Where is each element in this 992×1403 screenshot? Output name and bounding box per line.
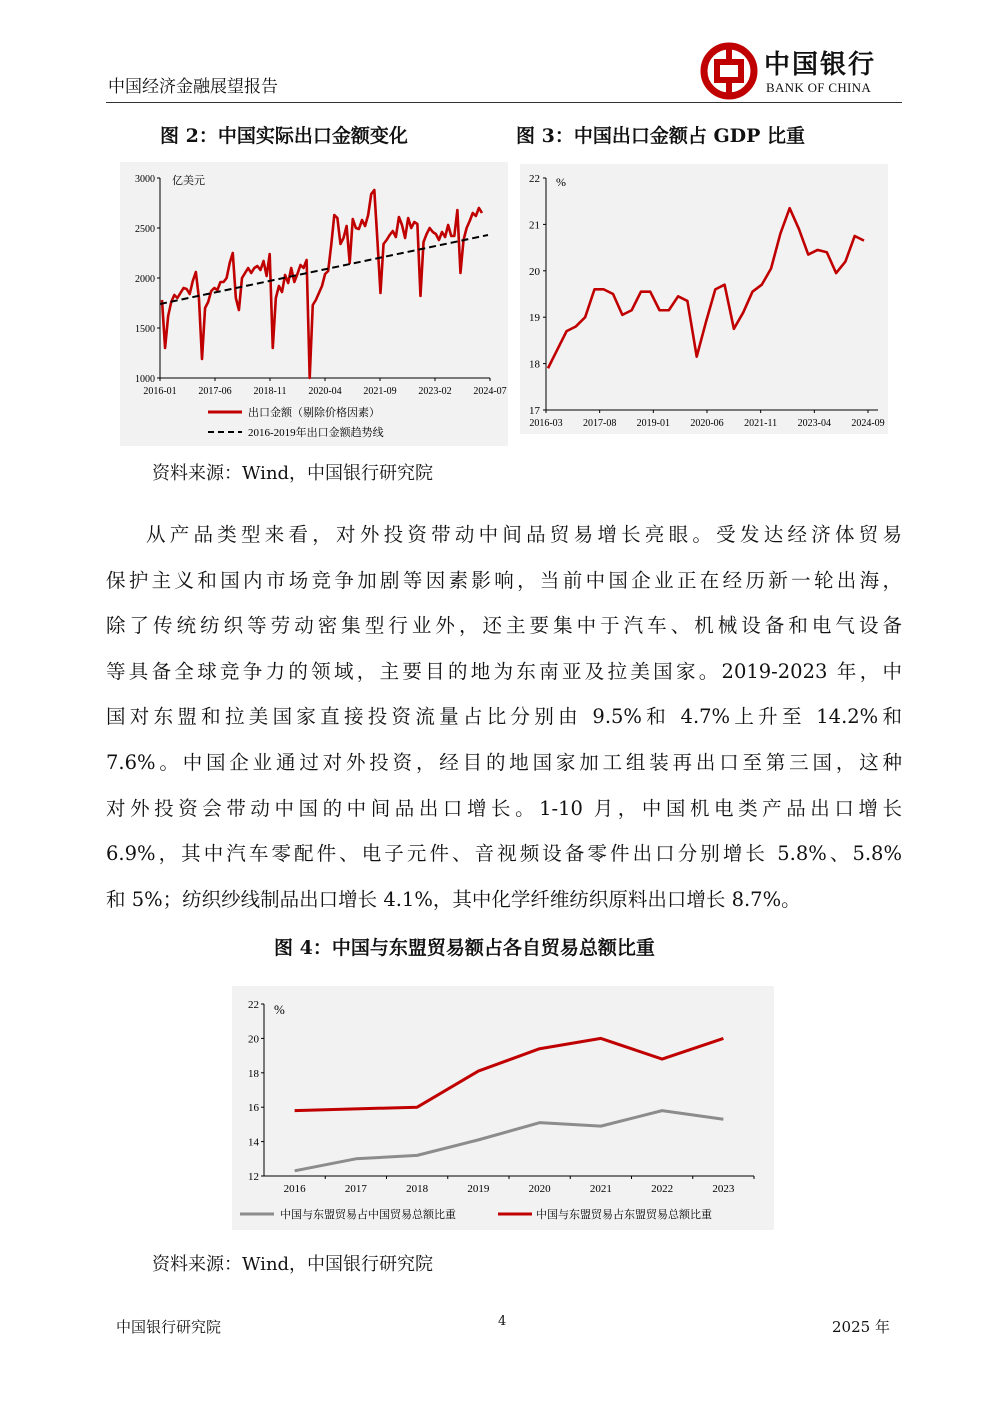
footer-institute: 中国银行研究院 bbox=[116, 1318, 222, 1336]
x-tick-label: 2016-03 bbox=[529, 418, 563, 429]
fig4-chart bbox=[232, 986, 774, 1230]
body-paragraph bbox=[106, 512, 902, 922]
x-tick-label: 2016 bbox=[283, 1183, 306, 1195]
y-tick-label: 20 bbox=[248, 1033, 259, 1046]
paragraph-line: 保护主义和国内市场竞争加剧等因素影响，当前中国企业正在经历新一轮出海， bbox=[106, 568, 902, 592]
x-tick-label: 2019-01 bbox=[636, 418, 671, 429]
header-title: 中国经济金融展望报告 bbox=[108, 77, 278, 97]
paragraph-line: 对外投资会带动中国的中间品出口增长。1-10 月，中国机电类产品出口增长 bbox=[106, 796, 902, 820]
x-tick-label: 2024-09 bbox=[851, 418, 885, 429]
y-tick-label: 2000 bbox=[135, 274, 155, 285]
y-tick-label: 2500 bbox=[135, 224, 155, 235]
fig2-chart bbox=[120, 162, 508, 446]
paragraph-line: 7.6%。中国企业通过对外投资，经目的地国家加工组装再出口至第三国，这种 bbox=[106, 750, 902, 774]
y-unit-label: % bbox=[274, 1002, 285, 1017]
x-tick-label: 2023 bbox=[712, 1183, 735, 1195]
y-tick-label: 16 bbox=[248, 1102, 259, 1115]
x-tick-label: 2017-08 bbox=[582, 418, 617, 429]
y-tick-label: 18 bbox=[529, 358, 540, 371]
footer-page-number: 4 bbox=[498, 1314, 507, 1329]
fig4-source: 资料来源：Wind，中国银行研究院 bbox=[152, 1254, 434, 1275]
fig2-caption: 图 2：中国实际出口金额变化 bbox=[160, 125, 408, 147]
x-tick-label: 2016-01 bbox=[143, 386, 177, 397]
x-tick-label: 2020-04 bbox=[308, 386, 342, 397]
y-unit-label: % bbox=[556, 175, 566, 189]
header-rule bbox=[106, 102, 902, 103]
x-tick-label: 2019 bbox=[467, 1183, 490, 1195]
fig3-caption: 图 3：中国出口金额占 GDP 比重 bbox=[516, 125, 806, 147]
x-tick-label: 2018 bbox=[406, 1183, 429, 1195]
y-tick-label: 17 bbox=[529, 405, 540, 417]
y-tick-label: 18 bbox=[248, 1067, 259, 1080]
series-line-asean-share bbox=[295, 1038, 724, 1110]
y-tick-label: 19 bbox=[529, 312, 540, 325]
logo-english-name: BANK OF CHINA bbox=[766, 80, 872, 95]
x-tick-label: 2020-06 bbox=[690, 418, 724, 429]
legend-label-trend: 2016-2019年出口金额趋势线 bbox=[248, 427, 384, 439]
y-unit-label: 亿美元 bbox=[172, 175, 205, 187]
y-tick-label: 22 bbox=[248, 999, 259, 1011]
x-tick-label: 2021-11 bbox=[744, 418, 778, 429]
legend-label-asean-share: 中国与东盟贸易占东盟贸易总额比重 bbox=[536, 1209, 712, 1221]
x-tick-label: 2018-11 bbox=[253, 386, 287, 397]
y-tick-label: 1500 bbox=[135, 324, 155, 335]
x-tick-label: 2017-06 bbox=[198, 386, 232, 397]
fig4-plot bbox=[232, 986, 774, 1230]
fig3-plot bbox=[520, 164, 888, 434]
x-tick-label: 2020 bbox=[528, 1183, 551, 1195]
y-tick-label: 3000 bbox=[135, 174, 155, 185]
x-tick-label: 2022 bbox=[651, 1183, 674, 1195]
paragraph-line: 等具备全球竞争力的领域，主要目的地为东南亚及拉美国家。2019-2023 年，中 bbox=[106, 659, 902, 683]
fig3-source: 资料来源：Wind，中国银行研究院 bbox=[152, 463, 434, 484]
paragraph-line: 除了传统纺织等劳动密集型行业外，还主要集中于汽车、机械设备和电气设备 bbox=[106, 614, 902, 638]
bank-logo bbox=[700, 42, 900, 102]
paragraph-line: 从产品类型来看，对外投资带动中间品贸易增长亮眼。受发达经济体贸易 bbox=[146, 523, 902, 546]
legend-label-china-share: 中国与东盟贸易占中国贸易总额比重 bbox=[280, 1209, 456, 1221]
x-tick-label: 2021-09 bbox=[363, 386, 397, 397]
x-tick-label: 2021 bbox=[589, 1183, 612, 1195]
y-tick-label: 1000 bbox=[135, 374, 155, 385]
x-tick-label: 2024-07 bbox=[473, 386, 507, 397]
x-tick-label: 2023-02 bbox=[418, 386, 452, 397]
paragraph-line: 6.9%，其中汽车零配件、电子元件、音视频设备零件出口分别增长 5.8%、5.8% bbox=[106, 842, 902, 866]
series-line-export-gdp-share bbox=[548, 208, 864, 368]
x-tick-label: 2023-04 bbox=[797, 418, 832, 429]
paragraph-line: 国对东盟和拉美国家直接投资流量占比分别由 9.5%和 4.7%上升至 14.2%和 bbox=[106, 705, 902, 729]
series-line-trend bbox=[160, 235, 488, 304]
y-tick-label: 12 bbox=[248, 1171, 259, 1183]
bank-of-china-emblem-icon bbox=[700, 42, 758, 100]
footer-year: 2025 年 bbox=[832, 1318, 890, 1336]
logo-chinese-name: 中国银行 bbox=[764, 50, 877, 80]
y-tick-label: 21 bbox=[529, 219, 540, 232]
fig2-plot bbox=[120, 162, 508, 446]
fig3-chart bbox=[520, 164, 888, 434]
y-tick-label: 22 bbox=[529, 173, 540, 185]
legend-label-export: 出口金额（剔除价格因素） bbox=[248, 407, 380, 419]
y-tick-label: 20 bbox=[529, 265, 540, 278]
fig4-caption: 图 4：中国与东盟贸易额占各自贸易总额比重 bbox=[274, 937, 655, 959]
x-tick-label: 2017 bbox=[344, 1183, 367, 1195]
paragraph-line: 和 5%；纺织纱线制品出口增长 4.1%，其中化学纤维纺织原料出口增长 8.7%。 bbox=[106, 887, 801, 911]
y-tick-label: 14 bbox=[248, 1136, 259, 1149]
series-line-export-amount bbox=[162, 190, 482, 378]
series-line-china-share bbox=[295, 1111, 724, 1171]
